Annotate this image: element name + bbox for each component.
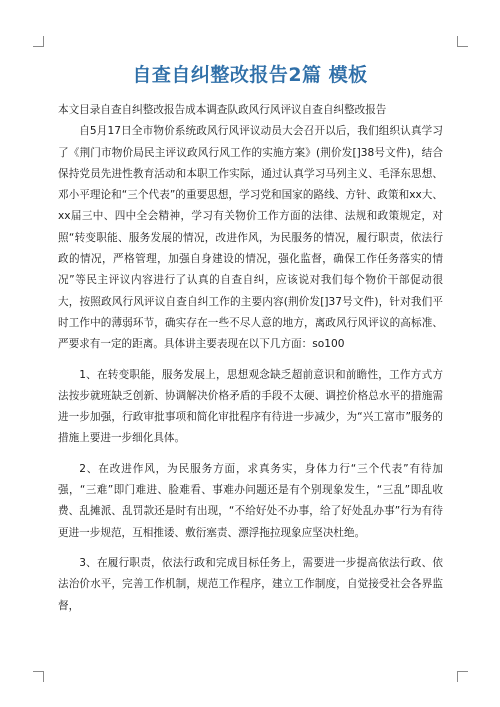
paragraph: 2、在改进作风，为民服务方面，求真务实，身体力行“三个代表”有待加强，“三难”即门难进、脸难看、事难办问题还是有个别现象发生，“三乱”即乱收费、乱摊派、乱罚款还是时有出现，“不给好处不办事，给了好处乱办事”行为有待更进一步规范，互相推诿、敷衍塞责、漂浮拖拉现象应坚决杜绝。: [58, 462, 443, 539]
crop-mark-top-right: [457, 36, 468, 47]
paragraph: 1、在转变职能，服务发展上，思想观念缺乏超前意识和前瞻性，工作方式方法按步就班缺乏创新、协调解决价格矛盾的手段不太硬、调控价格总水平的措施需进一步加强，行政审批事项和简化审批程序有待进一步减少，为“兴工富市”服务的措施上要进一步细化具体。: [58, 368, 443, 445]
document-title: 自查自纠整改报告2篇 模板: [132, 64, 368, 86]
crop-mark-top-left: [33, 36, 44, 47]
crop-mark-bottom-left: [33, 671, 44, 682]
crop-mark-bottom-right: [457, 671, 468, 682]
paragraph: 自5月17日全市物价系统政风行风评议动员大会召开以后，我们组织认真学习了《荆门市物价局民主评议政风行风工作的实施方案》(荆价发[]38号文件)，结合保持党员先进性教育活动和本职工作实际，通过认真学习马列主义、毛泽东思想、邓小平理论和“三个代表”的重要思想，学习党和国家的路线、方针、政策和xx大、xx届三中、四中全会精神，学习有关物价工作方面的法律、法规和政策规定，对照“转变职能、服务发展的情况，改进作风，为民服务的情况，履行职责，依法行政的情况，严格管理，加强自身建设的情况，强化监督，确保工作任务落实的情况”等民主评议内容进行了认真的自查自纠，应该说对我们每个物价干部促动很大，按照政风行风评议自查自纠工作的主要内容(荆价发[]37号文件)，针对我们平时工作中的薄弱环节，确实存在一些不尽人意的地方，离政风行风评议的高标准、严要求有一定的距离。具体讲主要表现在以下几方面：so100: [58, 125, 443, 351]
paragraph: 3、在履行职责，依法行政和完成目标任务上，需要进一步提高依法行政、依法治价水平，完善工作机制，规范工作程序，建立工作制度，自觉接受社会各界监督，: [58, 556, 443, 612]
document-body: [58, 100, 443, 617]
intro-line: 本文目录自查自纠整改报告成本调查队政风行风评议自查自纠整改报告: [58, 104, 387, 116]
